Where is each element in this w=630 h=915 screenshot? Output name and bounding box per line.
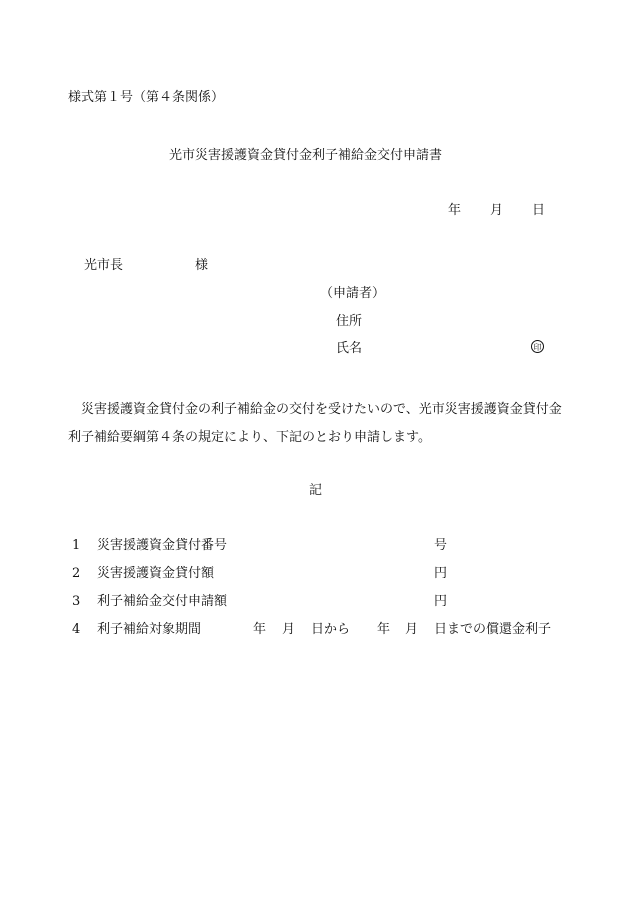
item-unit: 号	[434, 538, 448, 553]
period-to-year: 年	[377, 622, 391, 637]
item-label: 災害援護資金貸付額	[97, 566, 215, 581]
item-unit: 円	[434, 566, 448, 581]
period-from-day: 日から	[311, 622, 351, 637]
item-number: 2	[72, 566, 81, 581]
applicant-label: （申請者）	[320, 286, 386, 301]
period-from-year: 年	[253, 622, 267, 637]
seal-mark: 印	[531, 340, 544, 353]
period-to-month: 月	[405, 622, 419, 637]
date-day: 日	[532, 203, 546, 218]
body-paragraph	[68, 396, 564, 452]
item-number: 3	[72, 594, 81, 609]
item-label: 利子補給対象期間	[97, 622, 202, 637]
document-title: 光市災害援護資金貸付金利子補給金交付申請書	[169, 148, 443, 163]
addressee-honorific: 様	[195, 258, 209, 273]
item-label: 災害援護資金貸付番号	[97, 538, 228, 553]
item-number: 4	[72, 622, 81, 637]
period-to-rest: 日までの償還金利子	[434, 622, 552, 637]
period-from-month: 月	[282, 622, 296, 637]
name-label: 氏名	[336, 341, 363, 356]
address-label: 住所	[336, 314, 363, 329]
ki-heading: 記	[309, 483, 323, 498]
form-number: 様式第１号（第４条関係）	[68, 90, 225, 105]
body-text: 災害援護資金貸付金の利子補給金の交付を受けたいので、光市災害援護資金貸付金利子補給要綱第４条の規定により、下記のとおり申請します。	[68, 402, 562, 445]
item-number: 1	[72, 538, 81, 553]
addressee-name: 光市長	[84, 258, 124, 273]
item-label: 利子補給金交付申請額	[97, 594, 228, 609]
item-unit: 円	[434, 594, 448, 609]
date-year: 年	[448, 203, 462, 218]
date-month: 月	[490, 203, 504, 218]
